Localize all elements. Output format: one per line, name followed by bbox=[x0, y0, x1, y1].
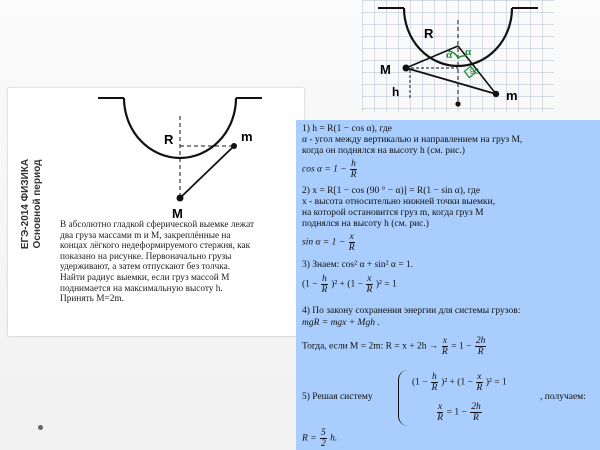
label-h: h bbox=[392, 85, 400, 99]
2h-over-R bbox=[475, 336, 487, 357]
frac-num: x bbox=[477, 372, 482, 382]
frac-den: R bbox=[476, 383, 483, 393]
frac-num: x bbox=[442, 336, 447, 346]
subst-pre: Тогда, если M = 2m: R = x + 2h → bbox=[302, 341, 439, 352]
exam-period: Основной период bbox=[32, 159, 43, 249]
problem-line: удерживают, а затем отпускают без толчка. bbox=[60, 262, 231, 273]
sin-pre: sin α = 1 − bbox=[302, 237, 346, 248]
step-4: 4) По закону сохранения энергии для системы грузов: bbox=[302, 306, 521, 316]
step-2: 2) x = R[1 − cos (90 ° − α)] = R(1 − sin α), где bbox=[302, 186, 481, 196]
system-brace bbox=[398, 370, 409, 426]
h-over-R bbox=[431, 372, 438, 393]
system-eq-2 bbox=[436, 402, 483, 423]
identity-formula bbox=[302, 274, 397, 295]
rod bbox=[180, 146, 234, 198]
step-5-result-label: , получаем: bbox=[540, 392, 586, 402]
label-m: m bbox=[241, 129, 253, 144]
2h-over-R bbox=[470, 402, 482, 423]
problem-line: поднимается на максимальную высоту h. bbox=[60, 283, 223, 294]
x-over-R bbox=[442, 336, 448, 357]
part-c: )² = 1 bbox=[375, 279, 397, 290]
problem-card bbox=[8, 88, 304, 336]
frac-num: x bbox=[349, 232, 354, 242]
sys2-eq: = 1 − bbox=[446, 407, 467, 418]
problem-line: Принять M=2m. bbox=[60, 294, 124, 305]
frac-den: R bbox=[477, 347, 484, 357]
frac-den: R bbox=[350, 170, 357, 180]
label-90: 90 bbox=[470, 67, 479, 76]
side-strip bbox=[8, 88, 54, 336]
subst-eq: = 1 − bbox=[451, 341, 472, 352]
label-M: M bbox=[172, 206, 183, 221]
step-5-label: 5) Решая систему bbox=[302, 392, 373, 402]
result-frac bbox=[320, 428, 327, 449]
frac-num: 5 bbox=[320, 428, 326, 438]
final-result bbox=[302, 428, 337, 449]
problem-text bbox=[60, 220, 302, 305]
frac-num: h bbox=[351, 159, 356, 169]
part-c: )² = 1 bbox=[485, 377, 507, 388]
problem-line: Найти радиус выемки, если груз массой M bbox=[60, 272, 230, 283]
step-3: 3) Знаем: cos² α + sin² α = 1. bbox=[302, 260, 414, 270]
frac-num: 2h bbox=[475, 336, 486, 346]
label-alpha-1: α bbox=[446, 49, 453, 61]
step-2-desc-3: поднялся на высоту h (см. рис.) bbox=[302, 219, 429, 229]
result-post: h. bbox=[330, 433, 338, 444]
cos-pre: cos α = 1 − bbox=[302, 164, 347, 175]
part-b: )² + (1 − bbox=[331, 279, 363, 290]
frac-den: R bbox=[473, 413, 479, 423]
step-1-desc: α - угол между вертикалью и направлением на груз M, bbox=[302, 135, 523, 145]
frac-den: R bbox=[321, 285, 328, 295]
sin-formula bbox=[302, 232, 356, 253]
substitution bbox=[302, 336, 487, 357]
step-1-desc-2: когда он поднялся на высоту h (см. рис.) bbox=[302, 146, 465, 156]
frac-num: 2h bbox=[471, 402, 481, 412]
frac-den: R bbox=[366, 285, 373, 295]
mass-M-dot bbox=[177, 195, 184, 202]
sin-frac bbox=[349, 232, 355, 253]
exam-title: ЕГЭ-2014 ФИЗИКА bbox=[20, 158, 31, 250]
slide-bullet bbox=[38, 425, 43, 430]
step-2-desc-2: на которой остановится груз m, когда груз M bbox=[302, 208, 484, 218]
x-over-R bbox=[366, 274, 372, 295]
label-R: R bbox=[424, 26, 434, 41]
part-b: )² + (1 − bbox=[441, 377, 473, 388]
cos-formula bbox=[302, 159, 358, 180]
energy-equation: mgR = mgx + Mgh . bbox=[302, 318, 380, 328]
mass-m-dot bbox=[493, 91, 499, 97]
label-M: M bbox=[380, 62, 391, 77]
mass-M-dot bbox=[403, 65, 410, 72]
label-m: m bbox=[506, 88, 518, 103]
bottom-point bbox=[455, 101, 460, 106]
frac-num: x bbox=[438, 402, 443, 412]
system-eq-1 bbox=[412, 372, 507, 393]
part-a: (1 − bbox=[302, 279, 318, 290]
x-over-R bbox=[437, 402, 443, 423]
mass-m-dot bbox=[231, 143, 237, 149]
frac-den: R bbox=[431, 383, 438, 393]
frac-den: 2 bbox=[320, 439, 326, 449]
label-alpha-2: α bbox=[465, 46, 472, 58]
frac-den: R bbox=[437, 413, 444, 423]
frac-num: h bbox=[432, 372, 437, 382]
problem-line: показано на рисунке. Первоначально грузы bbox=[60, 251, 232, 262]
side-caption bbox=[20, 124, 44, 284]
cos-frac bbox=[350, 159, 357, 180]
bowl-figure bbox=[96, 94, 264, 222]
step-2-desc: x - высота относительно нижней точки выемки, bbox=[302, 197, 496, 207]
problem-line: В абсолютно гладкой сферической выемке лежат bbox=[60, 220, 255, 230]
result-pre: R = bbox=[302, 433, 317, 444]
bowl-arc bbox=[124, 98, 236, 158]
frac-den: R bbox=[348, 243, 355, 253]
label-R: R bbox=[164, 132, 174, 147]
frac-num: x bbox=[367, 274, 372, 284]
solution-figure bbox=[362, 0, 554, 112]
step-1: 1) h = R(1 − cos α), где bbox=[302, 124, 392, 134]
problem-line: концах лёгкого недеформируемого стержня, как bbox=[60, 241, 251, 252]
frac-num: h bbox=[322, 274, 327, 284]
solution-panel bbox=[296, 120, 600, 450]
part-a: (1 − bbox=[412, 377, 428, 388]
frac-den: R bbox=[441, 347, 448, 357]
h-over-R bbox=[321, 274, 328, 295]
x-over-R bbox=[476, 372, 482, 393]
problem-line: два груза массами m и M, закреплённые на bbox=[60, 230, 231, 241]
